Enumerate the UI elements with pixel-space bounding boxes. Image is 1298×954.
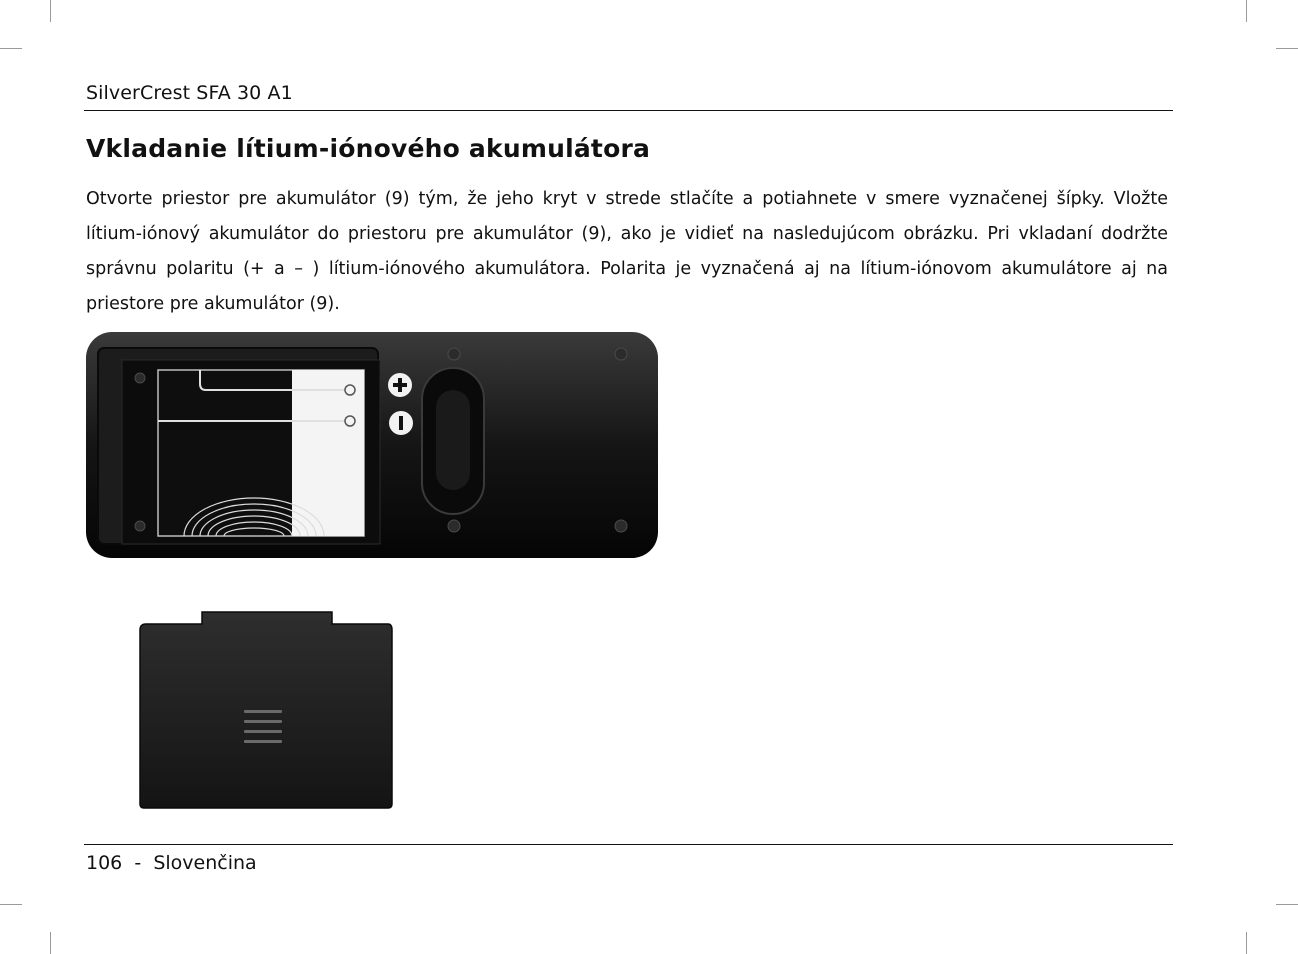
page-footer [86, 852, 257, 874]
crop-mark [50, 932, 51, 954]
header-rule [84, 110, 1173, 111]
crop-mark [1246, 0, 1247, 22]
crop-mark [1276, 48, 1298, 49]
crop-mark [1246, 932, 1247, 954]
battery-cover-figure [136, 610, 396, 812]
minus-icon [389, 411, 413, 435]
crop-mark [1276, 904, 1298, 905]
crop-mark [0, 48, 22, 49]
running-header: SilverCrest SFA 30 A1 [86, 82, 293, 104]
page-number: 106 [86, 852, 123, 874]
device-battery-compartment-figure [84, 330, 664, 562]
section-title: Vkladanie lítium-iónového akumulátora [86, 134, 651, 163]
battery [158, 370, 364, 536]
plus-icon [388, 373, 412, 397]
footer-language: Slovenčina [153, 852, 257, 874]
footer-separator: - [134, 852, 142, 874]
body-paragraph: Otvorte priestor pre akumulátor (9) tým, že jeho kryt v strede stlačíte a potiahnete v smere vyznačenej šípky. Vložte lítium-iónový akumulátor do priestoru pre akumulátor (9), ako je vidieť na nasledujúcom obrázku. Pri vkladaní dodržte správnu polaritu (+ a – ) lítium-iónového akumulátora. Polarita je vyznačená aj na lítium-iónovom akumulátore aj na priestore pre akumulátor (9). [86, 189, 1168, 314]
footer-rule [84, 844, 1173, 845]
crop-mark [50, 0, 51, 22]
crop-mark [0, 904, 22, 905]
